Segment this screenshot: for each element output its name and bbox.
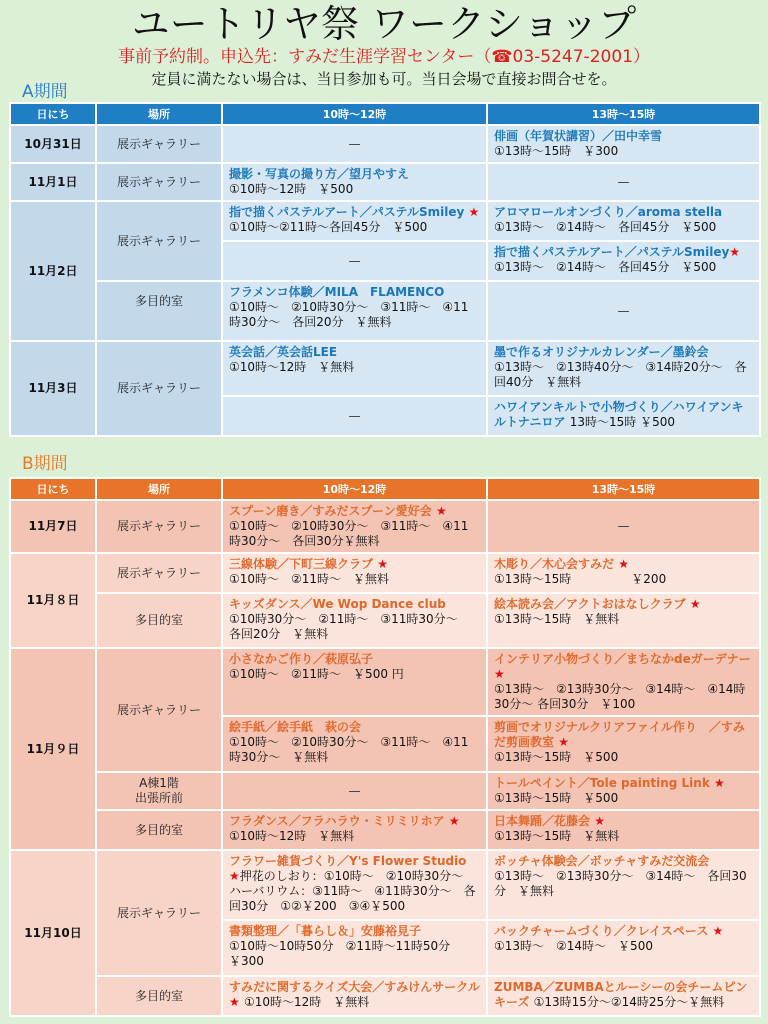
no-event-cell: —	[222, 772, 487, 810]
table-row	[10, 772, 760, 810]
place-cell: 展示ギャラリー	[96, 341, 222, 436]
no-event-cell: —	[487, 163, 760, 201]
event-detail: ①13時～15時 ￥500	[494, 750, 619, 764]
day-cell: 10月31日	[10, 125, 96, 163]
event-cell	[487, 396, 760, 436]
event-title: アロマロールオンづくり／aroma stella	[494, 205, 723, 219]
event-title: 絵手紙／絵手紙 萩の会	[229, 720, 362, 734]
event-detail: ①10時～ ②10時30分～ ③11時～ ④11時30分～ 各回30分￥無料	[229, 519, 469, 548]
day-cell: 11月８日	[10, 553, 96, 648]
event-title: ハワイアンキルトで小物づくり／ハワイアンキルトナニロア 13時～15時 ￥500	[494, 400, 744, 429]
event-title: 剪画でオリジナルクリアファイル作り ／すみだ剪画教室 ★	[494, 720, 745, 749]
event-title: フラワー雑貨づくり／Y's Flower Studio	[229, 854, 467, 868]
place-line-1: A棟1階	[139, 776, 179, 790]
event-cell	[222, 648, 487, 716]
walk-in-note: 定員に満たない場合は、当日参加も可。当日会場で直接お問合せを。	[151, 70, 617, 88]
place-cell: 展示ギャラリー	[96, 125, 222, 163]
period-b-label: B期間	[22, 454, 68, 474]
event-detail: ①13時～ ②13時40分～ ③14時20分～ 各回40分 ￥無料	[494, 360, 747, 389]
table-row	[10, 553, 760, 593]
event-title: ボッチャ体験会／ボッチャすみだ交流会	[494, 854, 710, 868]
event-detail: ①13時～15時 ￥無料	[494, 612, 620, 626]
event-detail: ①10時～12時 ￥無料	[229, 829, 355, 843]
event-cell	[487, 976, 760, 1016]
col-place: 場所	[96, 478, 222, 500]
event-detail: ①13時～15時 ￥300	[494, 144, 619, 158]
event-title: 日本舞踊／花藤会 ★	[494, 814, 605, 828]
star-icon: ★	[594, 814, 605, 828]
event-title: トールペイント／Tole painting Link ★	[494, 776, 725, 790]
table-row	[10, 341, 760, 396]
event-cell	[222, 850, 487, 920]
event-title: キッズダンス／We Wop Dance club	[229, 597, 446, 611]
event-detail: ①13時～15時 ￥200	[494, 572, 667, 586]
place-cell: 展示ギャラリー	[96, 500, 222, 553]
place-cell	[96, 772, 222, 810]
event-cell	[487, 772, 760, 810]
event-title: 書類整理／「暮らし＆」安藤裕見子	[229, 924, 422, 938]
event-title: バックチャームづくり／クレイスペース ★	[494, 924, 724, 938]
no-event-cell: —	[487, 281, 760, 341]
event-cell	[487, 241, 760, 281]
event-cell	[487, 810, 760, 850]
event-cell	[487, 341, 760, 396]
place-cell: 展示ギャラリー	[96, 648, 222, 772]
event-detail: ①10時～12時 ￥無料	[243, 995, 370, 1009]
page-title: ユートリヤ祭 ワークショップ	[131, 2, 637, 46]
event-detail: 13時～15時 ￥500	[569, 415, 675, 429]
event-detail: ①13時～15時 ￥無料	[494, 829, 620, 843]
period-a-label: A期間	[22, 82, 68, 102]
place-cell: 展示ギャラリー	[96, 850, 222, 976]
event-cell	[222, 593, 487, 648]
event-title: 指で描くパステルアート／パステルSmiley★	[494, 245, 741, 259]
event-title: 絵本読み会／アクトおはなしクラブ ★	[494, 597, 701, 611]
day-cell: 11月2日	[10, 201, 96, 341]
day-cell: 11月10日	[10, 850, 96, 1016]
event-detail: ①10時30分～ ②11時～ ③11時30分～ 各回20分 ￥無料	[229, 612, 470, 641]
star-icon: ★	[229, 995, 240, 1009]
no-event-cell: —	[487, 500, 760, 553]
event-detail: ①13時15分～②14時25分～￥無料	[533, 995, 725, 1009]
event-cell	[222, 920, 487, 976]
star-icon: ★	[558, 735, 569, 749]
table-header-row	[10, 478, 760, 500]
day-cell: 11月1日	[10, 163, 96, 201]
event-title: 三線体験／下町三線クラブ ★	[229, 557, 388, 571]
event-cell	[222, 716, 487, 772]
day-cell: 11月7日	[10, 500, 96, 553]
event-title: ZUMBA／ZUMBAとルーシーの会チームピンキーズ ①13時15分～②14時25分～￥無料	[494, 980, 748, 1009]
page-header	[0, 0, 768, 100]
event-detail: ①13時～15時 ￥500	[494, 791, 619, 805]
event-detail: ①13時～ ②14時～ ￥500	[494, 939, 653, 953]
table-row	[10, 163, 760, 201]
table-row	[10, 201, 760, 241]
event-detail: ①13時～ ②14時～ 各回45分 ￥500	[494, 220, 717, 234]
star-icon: ★	[229, 869, 240, 883]
event-detail: ①10時～ ②10時30分～ ③11時～ ④11時30分～ ￥無料	[229, 735, 469, 764]
star-icon: ★	[468, 205, 480, 219]
star-icon: ★	[436, 504, 447, 518]
star-icon: ★	[729, 245, 741, 259]
day-cell: 11月９日	[10, 648, 96, 850]
event-cell	[487, 201, 760, 241]
table-row	[10, 593, 760, 648]
event-cell	[487, 850, 760, 920]
star-icon: ★	[689, 597, 701, 611]
event-cell	[222, 976, 487, 1016]
event-title: 撮影・写真の撮り方／望月やすえ	[229, 167, 410, 181]
event-detail: ①10時～ ②10時30分～ ③11時～ ④11時30分～ 各回20分 ￥無料	[229, 300, 469, 329]
event-detail: ①10時～ ②11時～ ￥無料	[229, 572, 390, 586]
event-cell	[487, 716, 760, 772]
place-line-2: 出張所前	[134, 791, 183, 805]
star-icon: ★	[494, 667, 505, 681]
col-day: 日にち	[10, 103, 96, 125]
reservation-notice: 事前予約制。申込先：すみだ生涯学習センター（☎03-5247-2001）	[118, 47, 650, 67]
period-a-table	[9, 102, 761, 437]
no-event-cell: —	[222, 241, 487, 281]
event-cell	[487, 553, 760, 593]
place-cell: 展示ギャラリー	[96, 553, 222, 593]
event-cell	[222, 500, 487, 553]
event-title: 小さなかご作り／萩原弘子	[229, 652, 374, 666]
event-cell	[487, 648, 760, 716]
event-detail: ①10時～10時50分 ②11時～11時50分 ￥300	[229, 939, 463, 968]
event-title: 木彫り／木心会すみだ ★	[494, 557, 629, 571]
event-detail: ①10時～ ②11時～ ￥500 円	[229, 667, 404, 681]
event-detail: ①13時～ ②13時30分～ ③14時～ ④14時30分～ 各回30分 ￥100	[494, 682, 746, 711]
star-icon: ★	[618, 557, 629, 571]
event-title: インテリア小物づくり／まちなかdeガーデナー ★	[494, 652, 751, 681]
place-cell: 多目的室	[96, 976, 222, 1016]
event-title: フラダンス／フラハラウ・ミリミリホア ★	[229, 814, 460, 828]
event-title: 俳画（年賀状講習）／田中幸雪	[494, 129, 663, 143]
star-icon: ★	[377, 557, 388, 571]
place-cell: 展示ギャラリー	[96, 163, 222, 201]
event-detail: ①10時～12時 ￥500	[229, 182, 354, 196]
event-cell	[487, 593, 760, 648]
event-title: スプーン磨き／すみだスプーン愛好会 ★	[229, 504, 447, 518]
event-cell	[487, 125, 760, 163]
table-row	[10, 976, 760, 1016]
no-event-cell: —	[222, 396, 487, 436]
event-title: フラメンコ体験／MILA FLAMENCO	[229, 285, 445, 299]
day-cell: 11月3日	[10, 341, 96, 436]
place-cell: 多目的室	[96, 810, 222, 850]
col-pm: 13時～15時	[487, 478, 760, 500]
star-icon: ★	[712, 924, 724, 938]
col-am: 10時～12時	[222, 103, 487, 125]
event-cell	[222, 553, 487, 593]
event-cell	[222, 163, 487, 201]
event-title: すみだに関するクイズ大会／すみけんサークル ★ ①10時～12時 ￥無料	[229, 980, 480, 1009]
star-icon: ★	[448, 814, 460, 828]
event-detail: ①10時～12時 ￥無料	[229, 360, 355, 374]
place-cell: 展示ギャラリー	[96, 201, 222, 281]
event-cell	[222, 281, 487, 341]
table-header-row	[10, 103, 760, 125]
event-cell	[222, 810, 487, 850]
place-cell: 多目的室	[96, 593, 222, 648]
event-cell	[222, 341, 487, 396]
event-title: 英会話／英会話LEE	[229, 345, 338, 359]
no-event-cell: —	[222, 125, 487, 163]
table-row	[10, 648, 760, 716]
table-row	[10, 125, 760, 163]
col-day: 日にち	[10, 478, 96, 500]
col-am: 10時～12時	[222, 478, 487, 500]
event-title: 指で描くパステルアート／パステルSmiley ★	[229, 205, 480, 219]
col-pm: 13時～15時	[487, 103, 760, 125]
table-row	[10, 500, 760, 553]
event-detail: ①13時～ ②14時～ 各回45分 ￥500	[494, 260, 717, 274]
event-cell	[487, 920, 760, 976]
star-icon: ★	[714, 776, 725, 790]
table-row	[10, 281, 760, 341]
place-cell: 多目的室	[96, 281, 222, 341]
event-title: 墨で作るオリジナルカレンダー／墨鈴会	[494, 345, 709, 359]
period-b-table	[9, 477, 761, 1017]
event-detail: ①13時～ ②13時30分～ ③14時～ 各回30分 ￥無料	[494, 869, 747, 898]
event-detail: ①10時～②11時～各回45分 ￥500	[229, 220, 428, 234]
table-row	[10, 850, 760, 920]
table-row	[10, 810, 760, 850]
col-place: 場所	[96, 103, 222, 125]
event-cell	[222, 201, 487, 241]
event-detail: ★押花のしおり：①10時～ ②10時30分～ ハーバリウム：③11時～ ④11時30分～ 各回30分 ①②￥200 ③④￥500	[229, 869, 476, 913]
